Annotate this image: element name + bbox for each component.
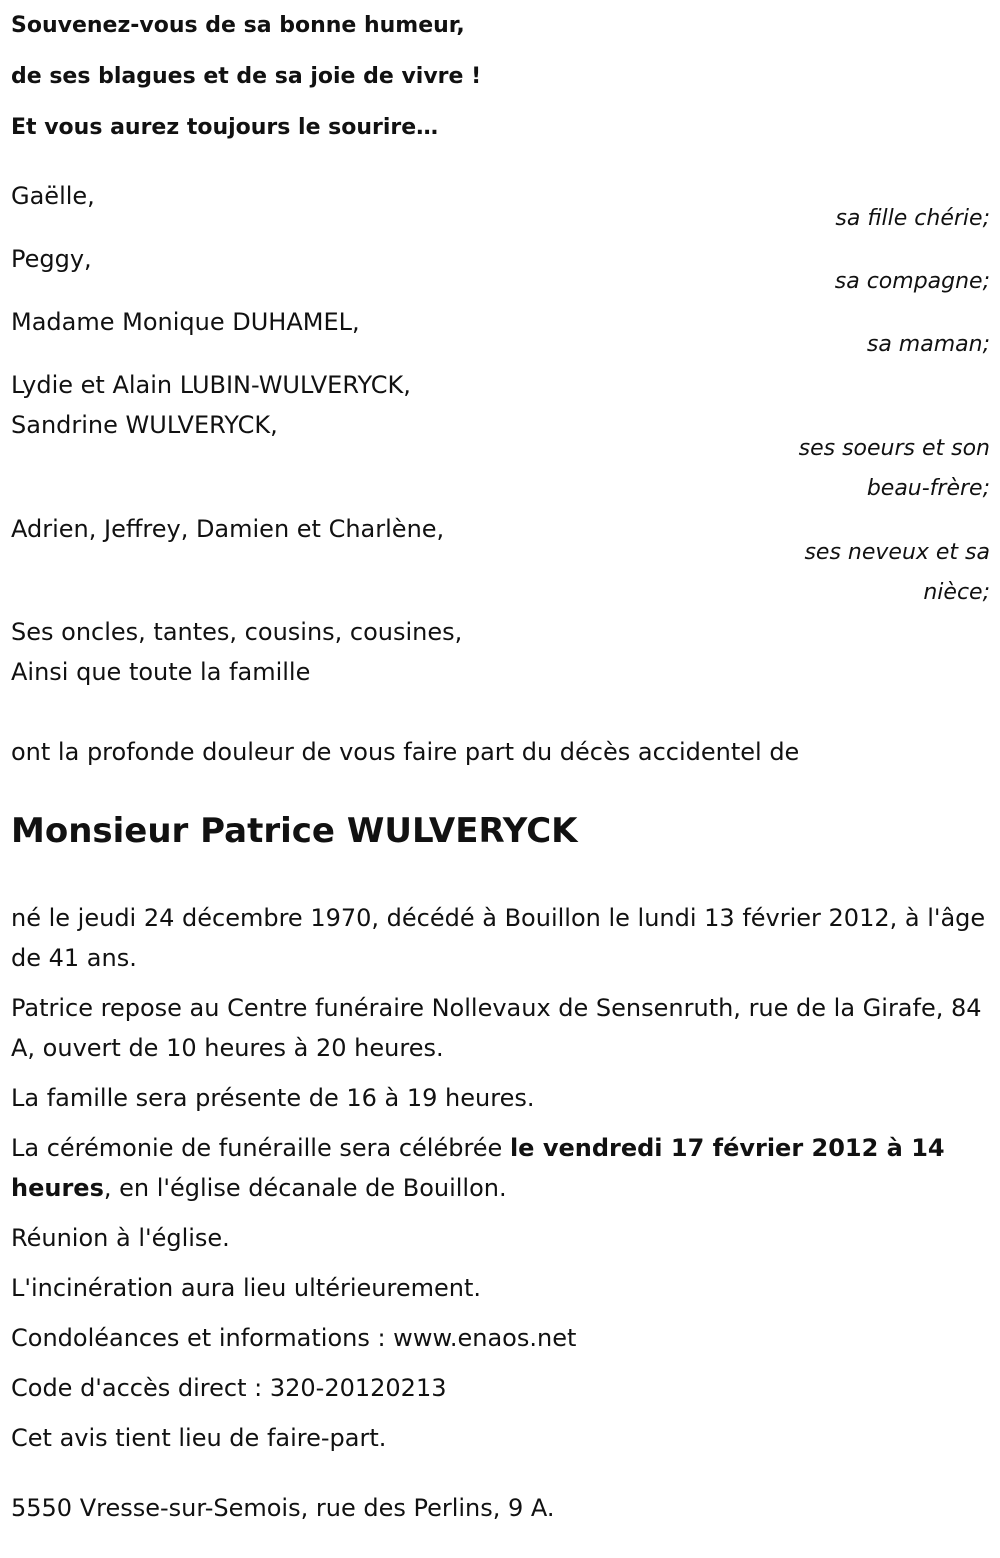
reunion-text: Réunion à l'église.	[11, 1224, 230, 1252]
incineration-text: L'incinération aura lieu ultérieurement.	[11, 1274, 481, 1302]
notice-text: Cet avis tient lieu de faire-part.	[11, 1424, 387, 1452]
family-member-role: sa fille chérie;	[835, 206, 990, 231]
family-member-role: ses neveux et sa	[804, 540, 990, 565]
repose-text: Patrice repose au Centre funéraire Nollevaux de Sensenruth, rue de la Girafe, 84 A, ouvert de 10 heures à 20 heures.	[11, 994, 982, 1062]
family-member-role: sa maman;	[866, 332, 990, 357]
family-entry	[11, 176, 990, 239]
family-entry	[11, 365, 990, 509]
family-entry	[11, 239, 990, 302]
birth-death-text: né le jeudi 24 décembre 1970, décédé à Bouillon le lundi 13 février 2012, à l'âge de 41 ans.	[11, 904, 986, 972]
condolences-text: Condoléances et informations : www.enaos.net	[11, 1324, 577, 1352]
ceremony-text	[11, 1128, 990, 1208]
obituary-notice	[11, 0, 990, 1528]
funeral-details	[11, 898, 990, 1458]
deceased-name: Monsieur Patrice WULVERYCK	[11, 811, 578, 851]
family-member-role: ses soeurs et son	[798, 436, 990, 461]
quote-line-2: de ses blagues et de sa joie de vivre !	[11, 64, 482, 89]
access-code-text: Code d'accès direct : 320-20120213	[11, 1374, 447, 1402]
family-member-name: Peggy,	[11, 245, 92, 273]
family-member-role: sa compagne;	[834, 269, 990, 294]
family-address: 5550 Vresse-sur-Semois, rue des Perlins, 9 A.	[11, 1494, 555, 1522]
opening-quote	[11, 0, 990, 153]
family-member-name: Sandrine WULVERYCK,	[11, 411, 278, 439]
extended-family-line-2: Ainsi que toute la famille	[11, 658, 311, 686]
family-member-name: Adrien, Jeffrey, Damien et Charlène,	[11, 515, 445, 543]
ceremony-location: , en l'église décanale de Bouillon.	[103, 1174, 507, 1202]
family-list	[11, 176, 990, 612]
family-member-role: beau-frère;	[866, 476, 990, 501]
family-member-role: nièce;	[923, 580, 990, 605]
family-member-name: Madame Monique DUHAMEL,	[11, 308, 360, 336]
extended-family-line-1: Ses oncles, tantes, cousins, cousines,	[11, 618, 463, 646]
family-member-name: Lydie et Alain LUBIN-WULVERYCK,	[11, 371, 411, 399]
ceremony-date: le vendredi 17 février 2012 à 14 heures	[11, 1134, 945, 1202]
extended-family	[11, 612, 990, 692]
family-entry	[11, 509, 990, 612]
family-member-name: Gaëlle,	[11, 182, 95, 210]
announcement-text: ont la profonde douleur de vous faire part du décès accidentel de	[11, 738, 800, 766]
presence-text: La famille sera présente de 16 à 19 heures.	[11, 1084, 535, 1112]
quote-line-1: Souvenez-vous de sa bonne humeur,	[11, 13, 465, 38]
family-entry	[11, 302, 990, 365]
quote-line-3: Et vous aurez toujours le sourire…	[11, 115, 439, 140]
ceremony-intro: La cérémonie de funéraille sera célébrée	[11, 1134, 510, 1162]
